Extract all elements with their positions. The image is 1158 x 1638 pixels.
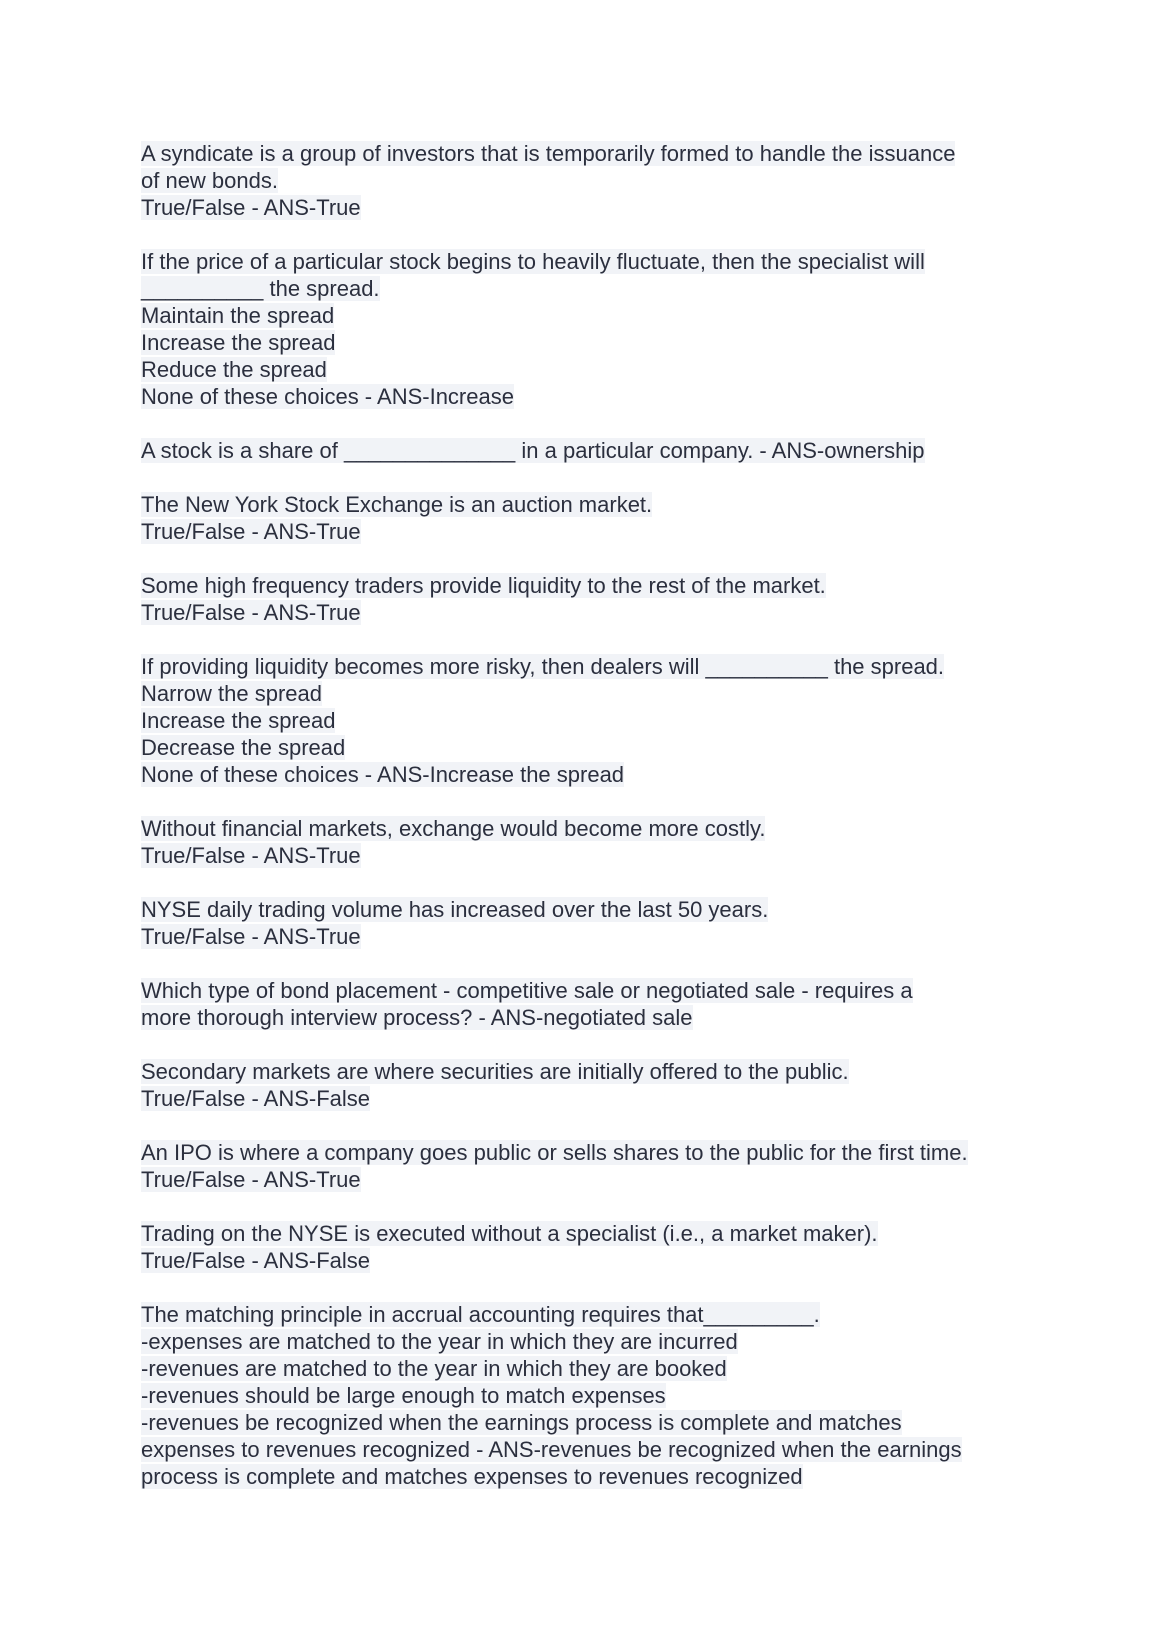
choice-text: Decrease the spread: [141, 735, 346, 760]
answer-text: True/False - ANS-True: [141, 600, 361, 625]
qa-item-13: [141, 1301, 1041, 1490]
qa-item-6: [141, 653, 1041, 788]
choice-text: Increase the spread: [141, 330, 336, 355]
question-text: A stock is a share of ______________ in a particular company. - ANS-ownership: [141, 438, 925, 463]
choice-text: -revenues be recognized when the earnings process is complete and matches: [141, 1410, 902, 1435]
answer-text: True/False - ANS-True: [141, 843, 361, 868]
qa-item-3: [141, 437, 1041, 464]
question-text: The matching principle in accrual accounting requires that_________.: [141, 1302, 820, 1327]
qa-item-11: [141, 1139, 1041, 1193]
choice-text: -revenues should be large enough to match expenses: [141, 1383, 666, 1408]
question-text: Without financial markets, exchange would become more costly.: [141, 816, 766, 841]
question-text: Some high frequency traders provide liquidity to the rest of the market.: [141, 573, 826, 598]
answer-text: True/False - ANS-True: [141, 924, 361, 949]
answer-text: None of these choices - ANS-Increase: [141, 384, 514, 409]
qa-item-9: [141, 977, 1041, 1031]
qa-item-1: [141, 140, 1041, 221]
qa-item-2: [141, 248, 1041, 410]
qa-item-10: [141, 1058, 1041, 1112]
question-text: Which type of bond placement - competitive sale or negotiated sale - requires a: [141, 978, 913, 1003]
answer-text: True/False - ANS-True: [141, 1167, 361, 1192]
answer-text: process is complete and matches expenses to revenues recognized: [141, 1464, 803, 1489]
question-text: Trading on the NYSE is executed without a specialist (i.e., a market maker).: [141, 1221, 878, 1246]
question-text: of new bonds.: [141, 168, 278, 193]
answer-text: True/False - ANS-True: [141, 519, 361, 544]
question-text: If providing liquidity becomes more risky, then dealers will __________ the spread.: [141, 654, 945, 679]
question-text: A syndicate is a group of investors that is temporarily formed to handle the issuance: [141, 141, 956, 166]
qa-item-7: [141, 815, 1041, 869]
answer-text: True/False - ANS-True: [141, 195, 361, 220]
choice-text: -expenses are matched to the year in which they are incurred: [141, 1329, 738, 1354]
qa-item-12: [141, 1220, 1041, 1274]
choice-text: Reduce the spread: [141, 357, 327, 382]
question-text: An IPO is where a company goes public or sells shares to the public for the first time.: [141, 1140, 968, 1165]
question-text: The New York Stock Exchange is an auction market.: [141, 492, 653, 517]
answer-text: expenses to revenues recognized - ANS-revenues be recognized when the earnings: [141, 1437, 962, 1462]
question-text: NYSE daily trading volume has increased over the last 50 years.: [141, 897, 769, 922]
choice-text: Narrow the spread: [141, 681, 322, 706]
qa-item-8: [141, 896, 1041, 950]
qa-item-5: [141, 572, 1041, 626]
document-page: [141, 140, 1041, 1517]
answer-text: None of these choices - ANS-Increase the spread: [141, 762, 625, 787]
choice-text: Increase the spread: [141, 708, 336, 733]
answer-text: more thorough interview process? - ANS-negotiated sale: [141, 1005, 693, 1030]
question-text: If the price of a particular stock begins to heavily fluctuate, then the specialist will: [141, 249, 925, 274]
answer-text: True/False - ANS-False: [141, 1248, 371, 1273]
qa-item-4: [141, 491, 1041, 545]
question-text: __________ the spread.: [141, 276, 380, 301]
answer-text: True/False - ANS-False: [141, 1086, 371, 1111]
choice-text: -revenues are matched to the year in which they are booked: [141, 1356, 727, 1381]
question-text: Secondary markets are where securities are initially offered to the public.: [141, 1059, 849, 1084]
choice-text: Maintain the spread: [141, 303, 335, 328]
